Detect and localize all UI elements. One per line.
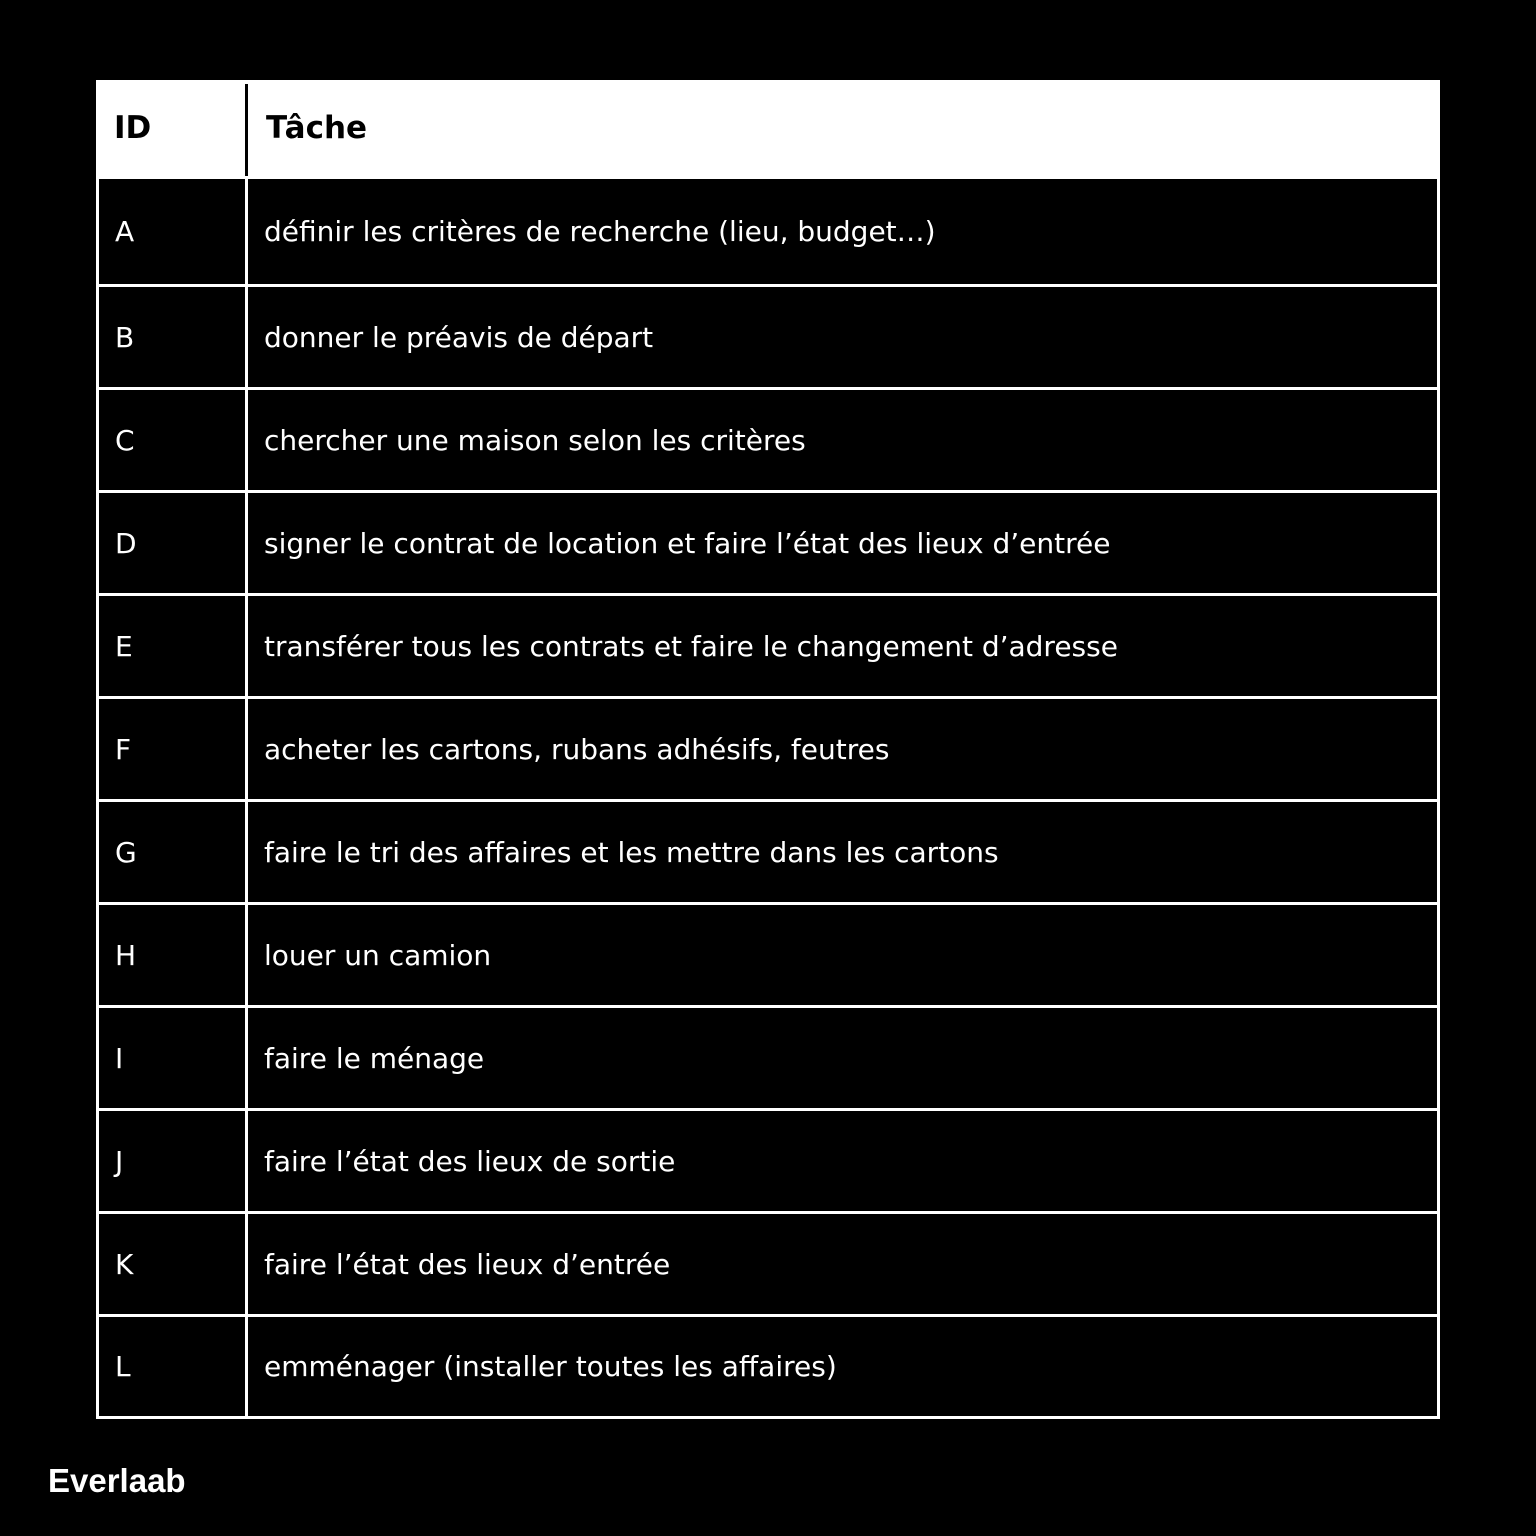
cell-id: D (99, 493, 248, 593)
cell-task: faire l’état des lieux d’entrée (264, 1247, 671, 1281)
cell-id: H (99, 905, 248, 1005)
cell-task: faire le ménage (264, 1041, 485, 1075)
cell-task: emménager (installer toutes les affaires) (264, 1350, 837, 1383)
brand-logo: Everlaab (48, 1462, 186, 1499)
table-row (96, 1317, 1440, 1419)
cell-id: G (99, 802, 248, 902)
cell-id: B (99, 287, 248, 387)
cell-task: acheter les cartons, rubans adhésifs, feutres (264, 732, 890, 766)
table-row (96, 802, 1440, 905)
cell-id: K (99, 1214, 248, 1314)
cell-id: I (99, 1008, 248, 1108)
cell-id: A (99, 179, 248, 284)
cell-task: louer un camion (264, 938, 492, 972)
table-row (96, 1008, 1440, 1111)
table-row (96, 287, 1440, 390)
cell-task: signer le contrat de location et faire l’état des lieux d’entrée (264, 526, 1111, 560)
table-row (96, 905, 1440, 1008)
cell-task: faire l’état des lieux de sortie (264, 1144, 676, 1178)
table-row (96, 1111, 1440, 1214)
cell-id: L (99, 1317, 248, 1416)
cell-task: définir les critères de recherche (lieu, budget…) (264, 215, 936, 248)
cell-id: F (99, 699, 248, 799)
cell-task: donner le préavis de départ (264, 320, 654, 354)
cell-id: J (99, 1111, 248, 1211)
table-header (96, 80, 1440, 176)
task-table (96, 80, 1440, 1419)
table-row (96, 699, 1440, 802)
cell-task: chercher une maison selon les critères (264, 423, 806, 457)
table-row (96, 493, 1440, 596)
header-task: Tâche (266, 110, 368, 146)
table-row (96, 596, 1440, 699)
cell-id: C (99, 390, 248, 490)
cell-task: transférer tous les contrats et faire le changement d’adresse (264, 629, 1118, 663)
cell-task: faire le tri des affaires et les mettre dans les cartons (264, 835, 999, 869)
cell-id: E (99, 596, 248, 696)
header-id: ID (114, 110, 152, 146)
table-row (96, 1214, 1440, 1317)
table-row (96, 390, 1440, 493)
table-row (96, 176, 1440, 287)
table-body (96, 176, 1440, 1419)
